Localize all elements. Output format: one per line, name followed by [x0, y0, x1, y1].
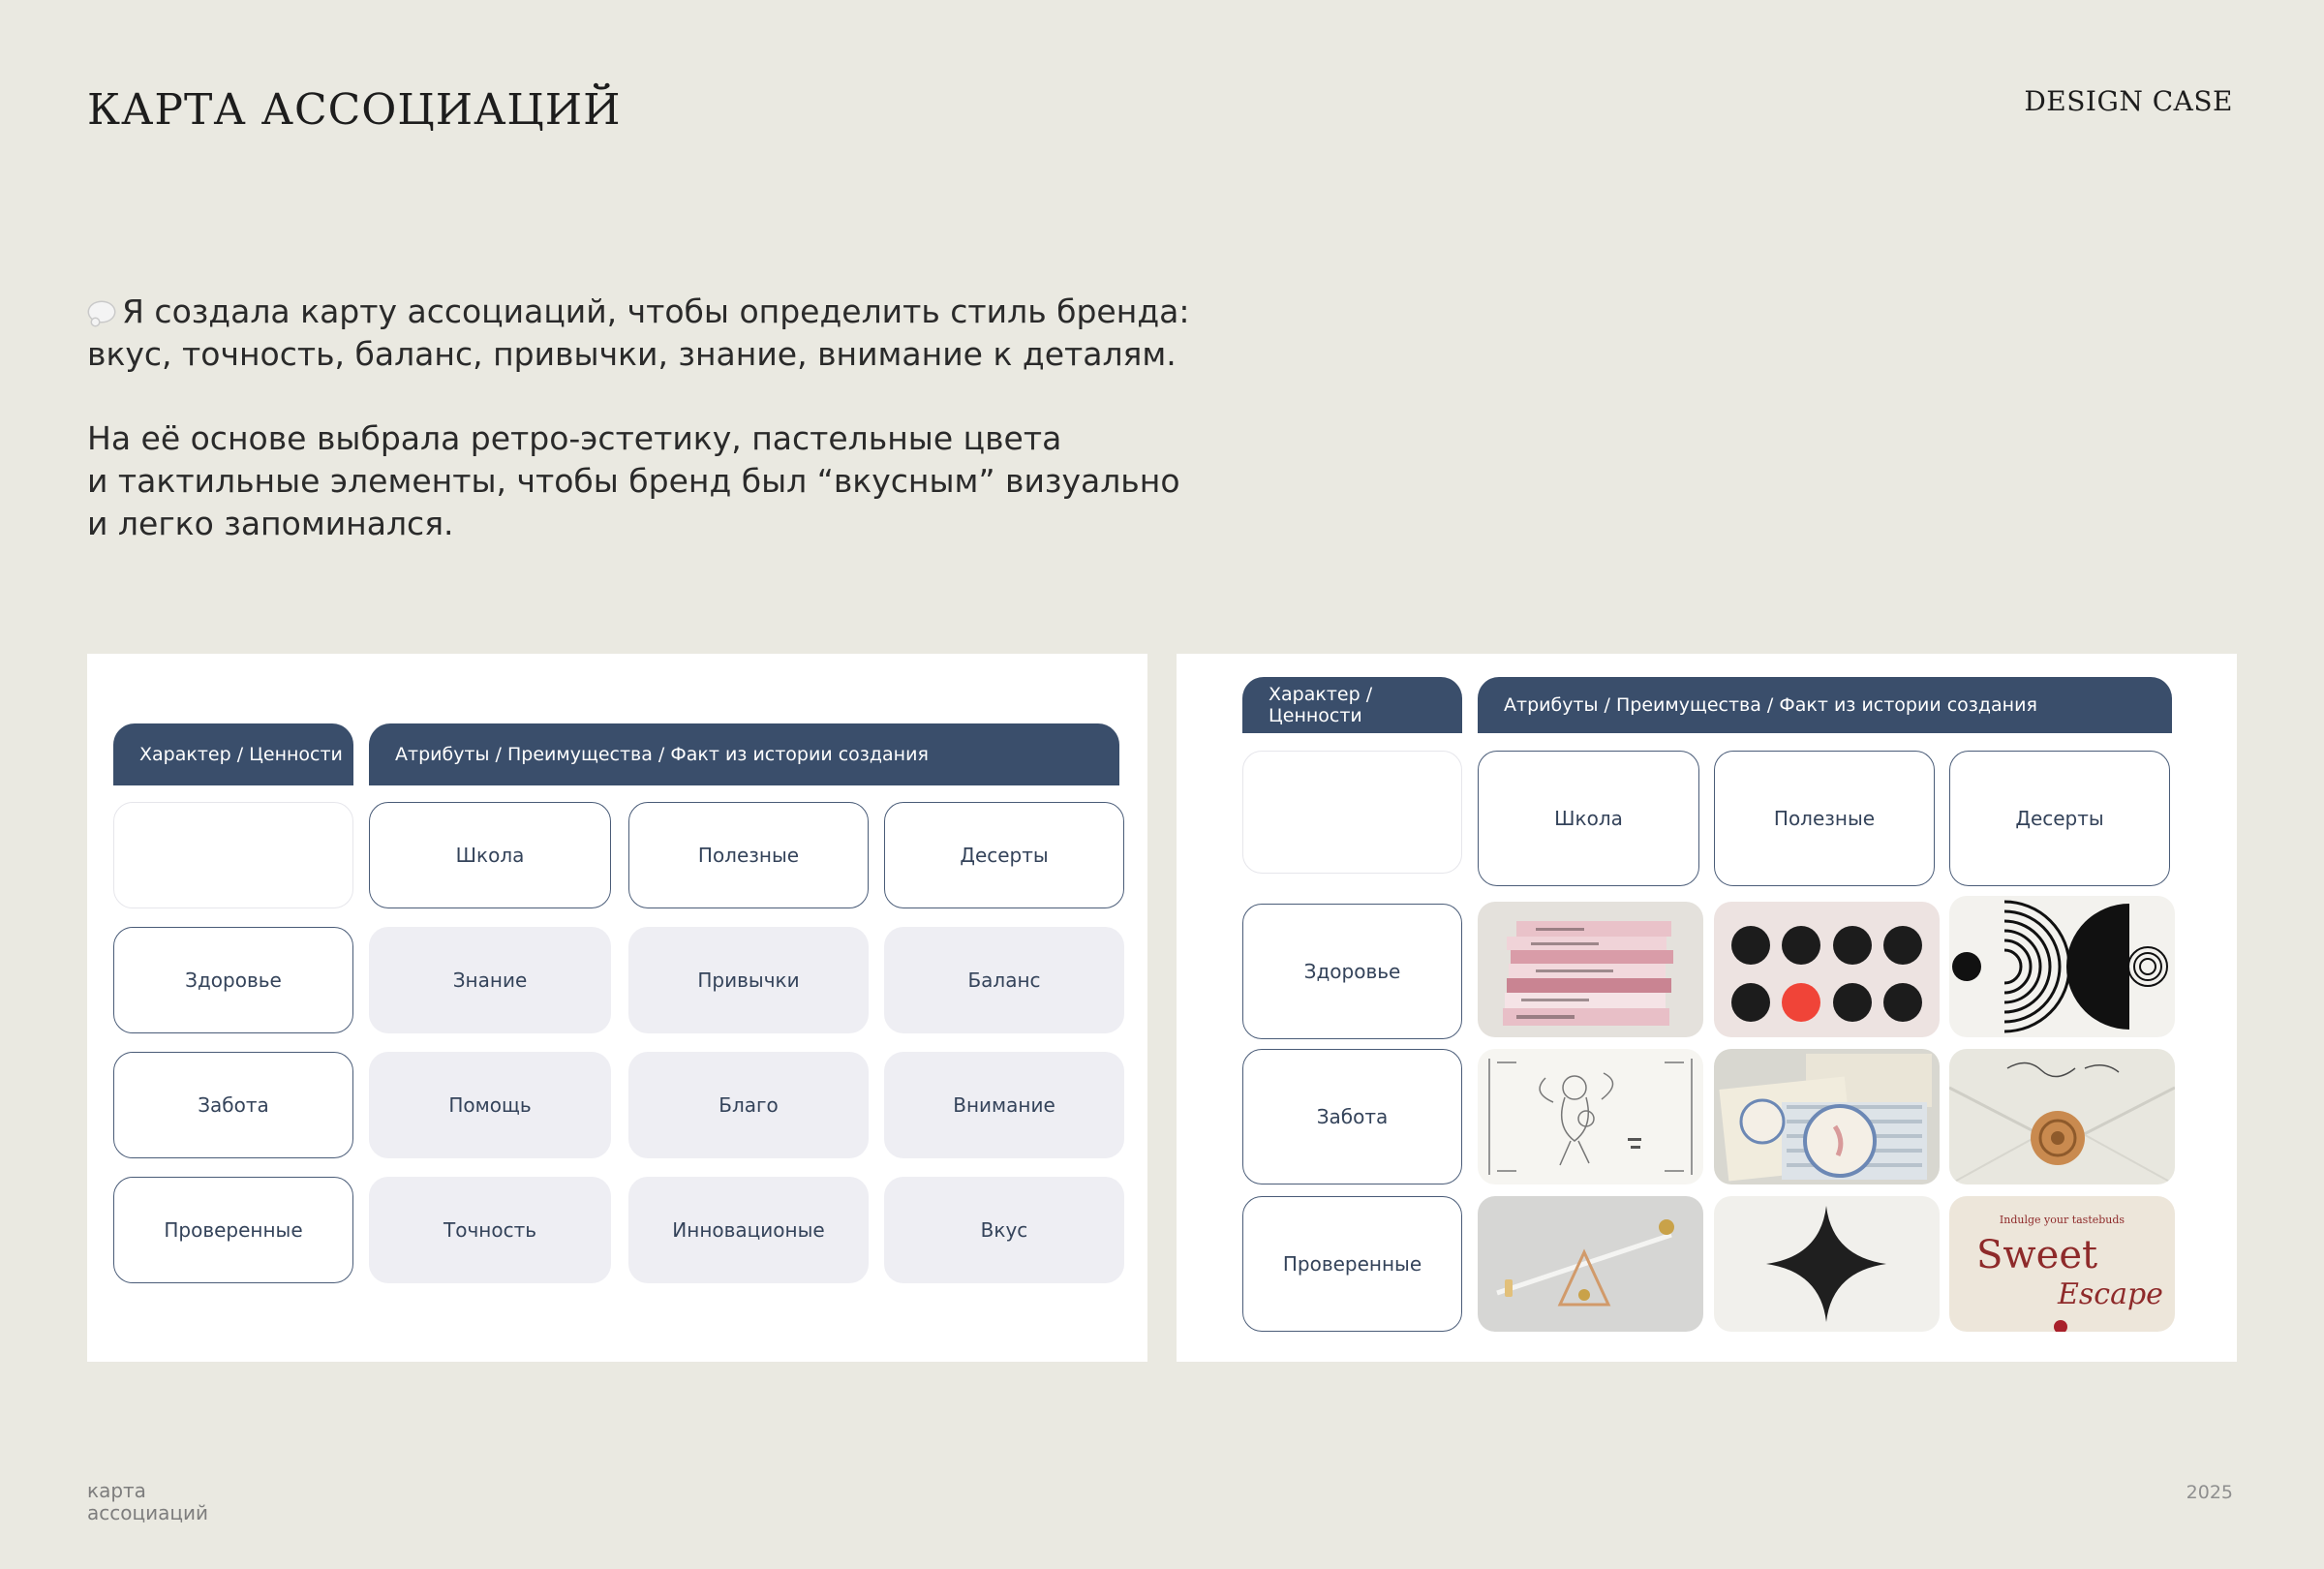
- row-health: Здоровье: [1242, 904, 1462, 1039]
- thought-bubble-icon: [87, 300, 116, 325]
- cell-taste: Вкус: [884, 1177, 1124, 1283]
- wax-seal-envelope-image: [1949, 1049, 2175, 1184]
- intro-paragraph-2: [87, 417, 1249, 545]
- intro-line-1: Я создала карту ассоциаций, чтобы определить стиль бренда:: [122, 292, 1190, 330]
- footer-year: 2025: [2186, 1482, 2233, 1503]
- four-point-star-image: [1714, 1196, 1940, 1332]
- cell-innovative: Инновационые: [628, 1177, 869, 1283]
- cell-attention: Внимание: [884, 1052, 1124, 1158]
- cell-habits: Привычки: [628, 927, 869, 1033]
- intro-paragraph-1: [87, 291, 1249, 376]
- cell-precision: Точность: [369, 1177, 611, 1283]
- intro-line-3: На её основе выбрала ретро-эстетику, пастельные цвета: [87, 419, 1062, 457]
- intro-line-2: вкус, точность, баланс, привычки, знание, внимание к деталям.: [87, 335, 1177, 373]
- cell-good: Благо: [628, 1052, 869, 1158]
- association-map-text-panel: [87, 654, 1147, 1362]
- empty-corner-cell: [113, 802, 353, 908]
- cell-help: Помощь: [369, 1052, 611, 1158]
- footer-section-label: [87, 1480, 208, 1524]
- balance-scale-image: [1478, 1196, 1703, 1332]
- header-attributes: Атрибуты / Преимущества / Факт из истории создания: [1478, 677, 2172, 733]
- poster-small-text: Indulge your tastebuds: [1999, 1214, 2125, 1226]
- header-values: Характер / Ценности: [113, 723, 353, 785]
- sweet-escape-poster-image: [1949, 1196, 2175, 1332]
- header-values: Характер / Ценности: [1242, 677, 1462, 733]
- column-useful: Полезные: [1714, 751, 1935, 886]
- footer-label-line-2: ассоциаций: [87, 1501, 208, 1524]
- header-attributes: Атрибуты / Преимущества / Факт из истории создания: [369, 723, 1119, 785]
- retro-postcards-image: [1714, 1049, 1940, 1184]
- row-proven: Проверенные: [113, 1177, 353, 1283]
- cell-balance: Баланс: [884, 927, 1124, 1033]
- row-proven: Проверенные: [1242, 1196, 1462, 1332]
- pink-books-stack-image: [1478, 902, 1703, 1037]
- association-map-image-panel: [1177, 654, 2237, 1362]
- page-title: КАРТА АССОЦИАЦИЙ: [87, 85, 622, 135]
- row-health: Здоровье: [113, 927, 353, 1033]
- column-desserts: Десерты: [1949, 751, 2170, 886]
- design-case-label: DESIGN CASE: [2024, 85, 2233, 117]
- column-school: Школа: [1478, 751, 1699, 886]
- empty-corner-cell: [1242, 751, 1462, 874]
- geometric-arcs-image: [1949, 896, 2175, 1037]
- intro-line-4: и тактильные элементы, чтобы бренд был “вкусным” визуально: [87, 462, 1180, 500]
- poster-word-escape: Escape: [2058, 1277, 2163, 1311]
- intro-text: [87, 291, 1249, 587]
- vintage-illustration-image: [1478, 1049, 1703, 1184]
- column-desserts: Десерты: [884, 802, 1124, 908]
- poster-word-sweet: Sweet: [1976, 1233, 2098, 1277]
- cherry-icon: [2054, 1320, 2067, 1332]
- row-care: Забота: [1242, 1049, 1462, 1184]
- row-care: Забота: [113, 1052, 353, 1158]
- cell-knowledge: Знание: [369, 927, 611, 1033]
- footer-label-line-1: карта: [87, 1479, 146, 1502]
- column-useful: Полезные: [628, 802, 869, 908]
- intro-line-5: и легко запоминался.: [87, 505, 454, 542]
- dots-pattern-image: [1714, 902, 1940, 1037]
- column-school: Школа: [369, 802, 611, 908]
